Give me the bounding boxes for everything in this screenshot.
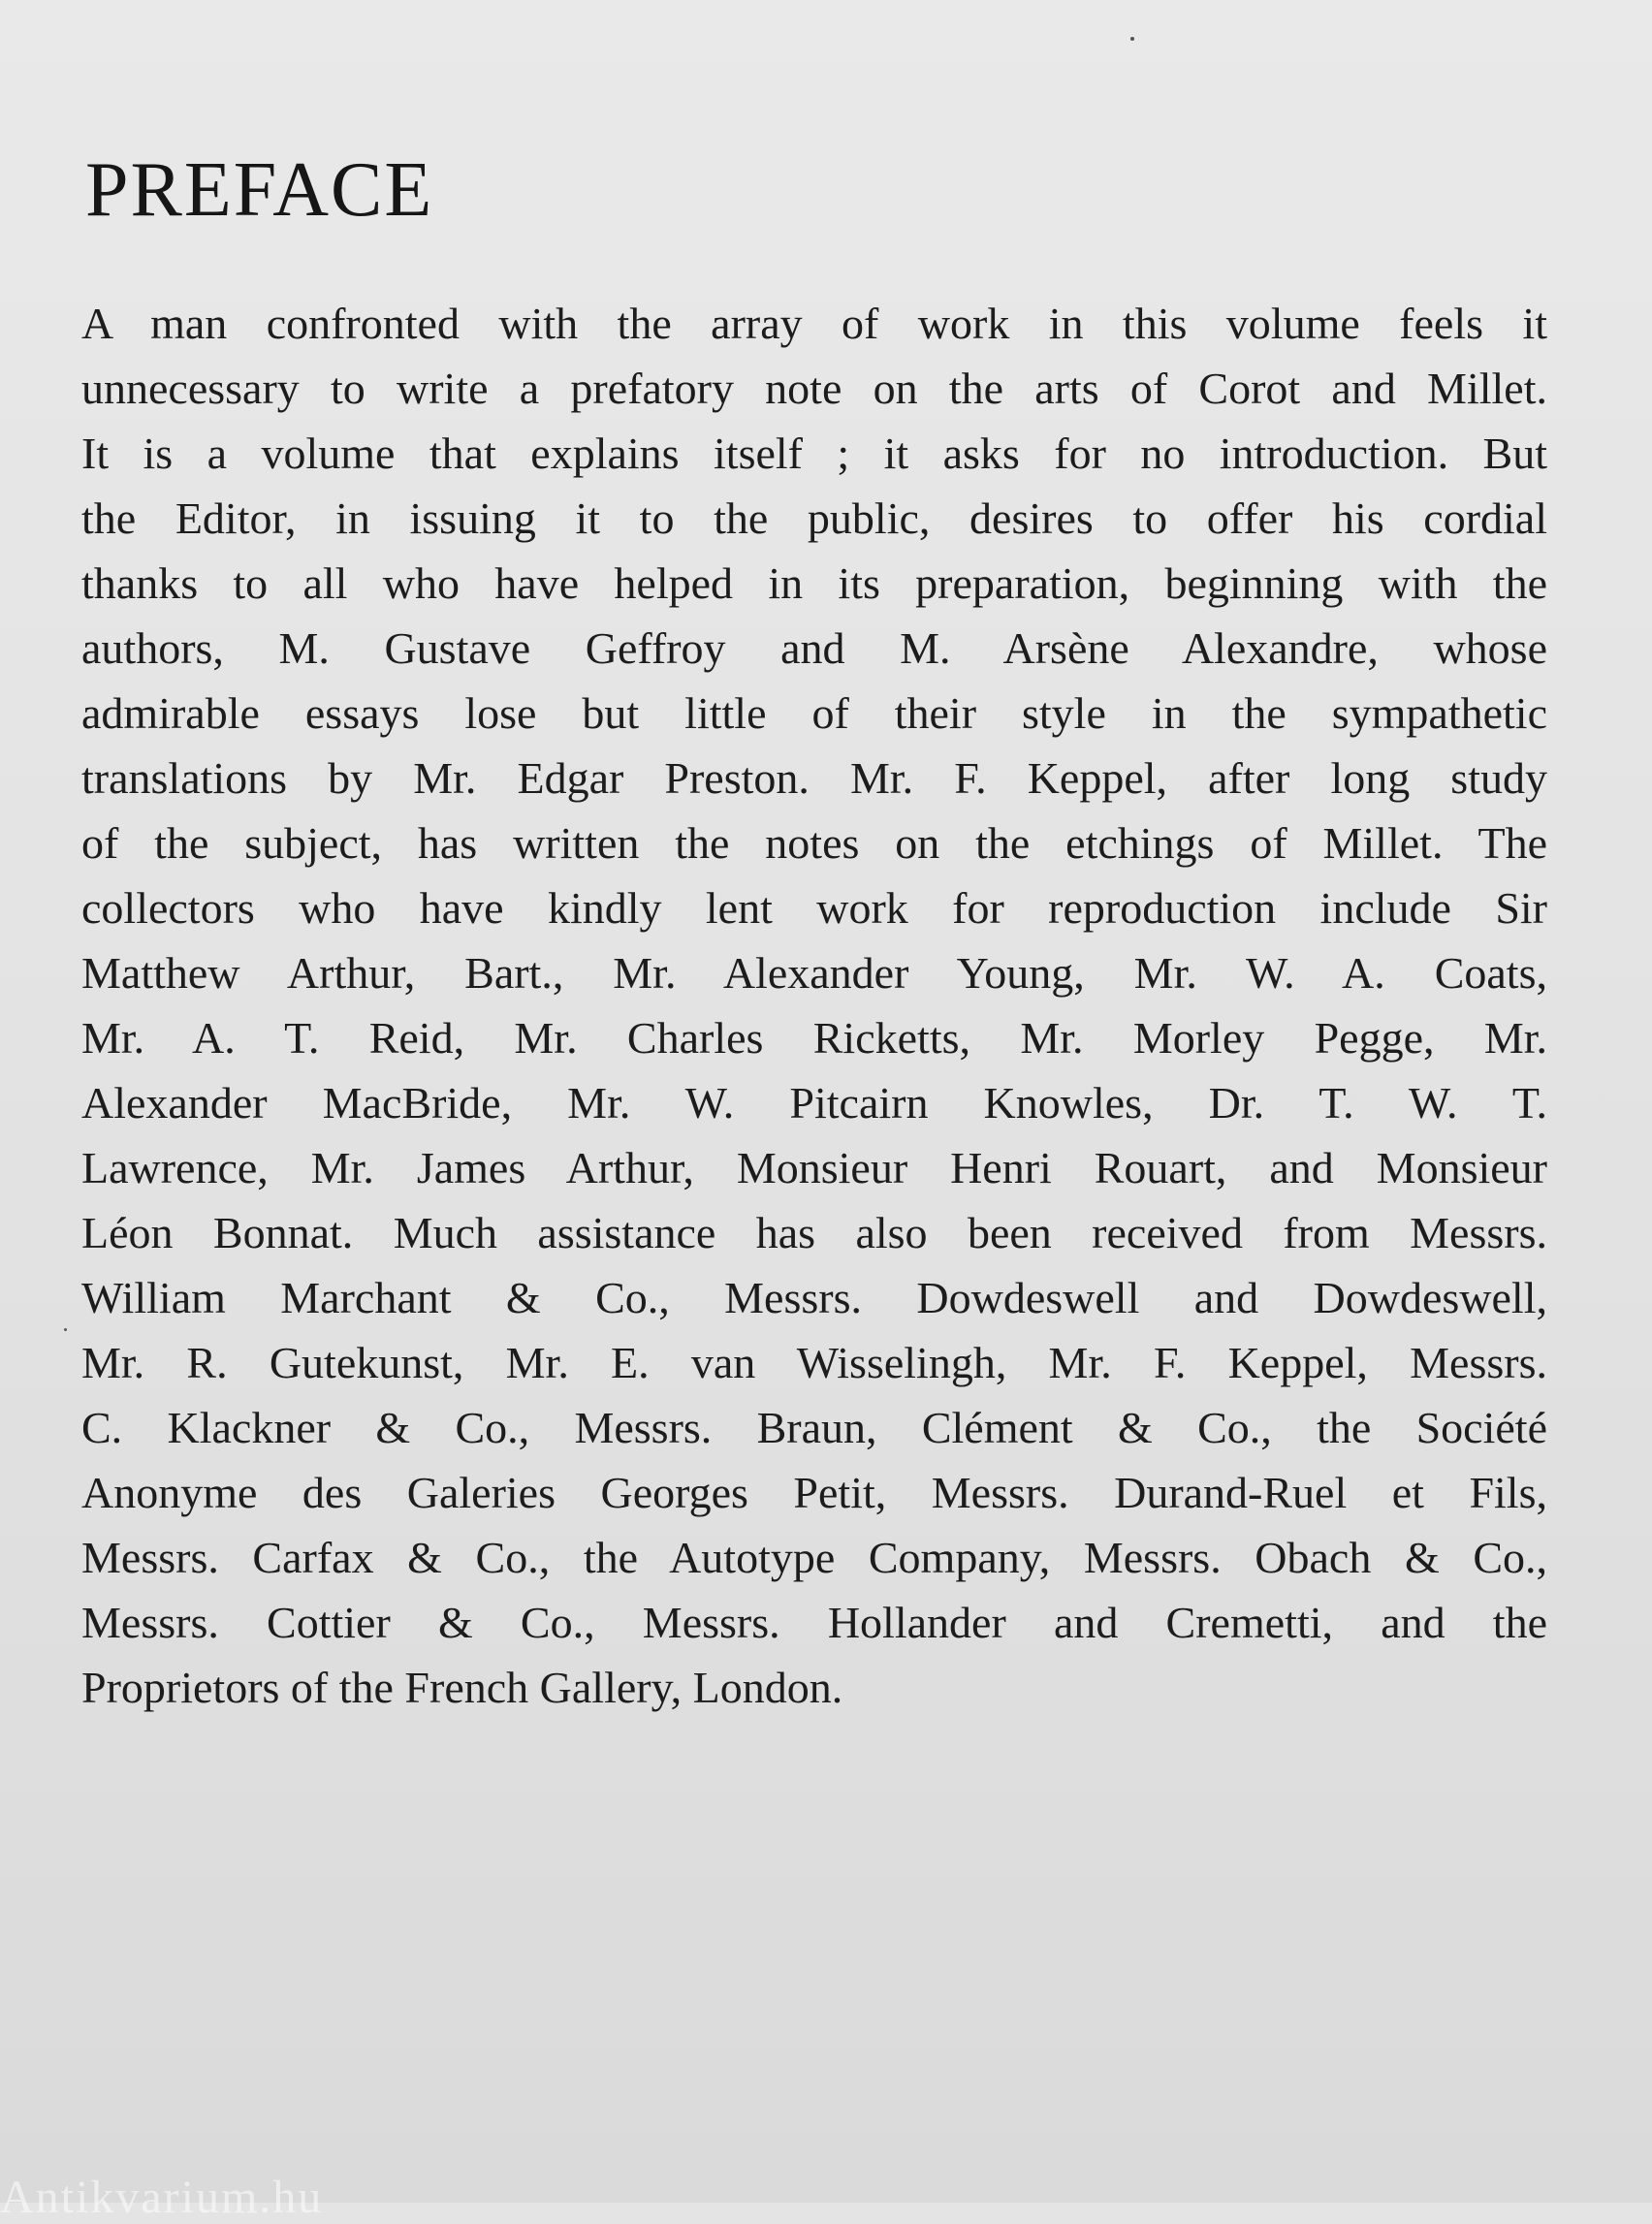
text-line: admirable essays lose but little of their style in the sympathetic [81,688,1547,738]
text-line: A man confronted with the array of work in this volume feels it [81,299,1547,348]
preface-body [81,291,1547,1720]
text-line: Anonyme des Galeries Georges Petit, Messrs. Durand-Ruel et Fils, [81,1468,1547,1517]
text-line: collectors who have kindly lent work for reproduction include Sir [81,883,1547,933]
text-line: Messrs. Carfax & Co., the Autotype Company, Messrs. Obach & Co., [81,1533,1547,1582]
text-line: Matthew Arthur, Bart., Mr. Alexander Young, Mr. W. A. Coats, [81,948,1547,998]
text-line: Mr. A. T. Reid, Mr. Charles Ricketts, Mr. Morley Pegge, Mr. [81,1013,1547,1063]
text-line: Mr. R. Gutekunst, Mr. E. van Wisselingh, Mr. F. Keppel, Messrs. [81,1338,1547,1387]
text-line: Alexander MacBride, Mr. W. Pitcairn Knowles, Dr. T. W. T. [81,1078,1547,1128]
text-line: authors, M. Gustave Geffroy and M. Arsène Alexandre, whose [81,623,1547,673]
text-line: Léon Bonnat. Much assistance has also been received from Messrs. [81,1208,1547,1257]
text-line: Proprietors of the French Gallery, London. [81,1663,843,1712]
text-line: unnecessary to write a prefatory note on the arts of Corot and Millet. [81,364,1547,413]
text-line: It is a volume that explains itself ; it asks for no introduction. But [81,429,1547,478]
page-title: PREFACE [85,147,434,233]
text-line: William Marchant & Co., Messrs. Dowdeswell and Dowdeswell, [81,1273,1547,1322]
paper-speck [64,1328,67,1331]
text-line: of the subject, has written the notes on the etchings of Millet. The [81,818,1547,868]
paper-speck [1130,37,1134,41]
text-line: the Editor, in issuing it to the public, desires to offer his cordial [81,493,1547,543]
text-line: Lawrence, Mr. James Arthur, Monsieur Henri Rouart, and Monsieur [81,1143,1547,1192]
text-line: Messrs. Cottier & Co., Messrs. Hollander and Cremetti, and the [81,1598,1547,1647]
text-line: C. Klackner & Co., Messrs. Braun, Clément & Co., the Société [81,1403,1547,1452]
watermark: Antikvarium.hu [0,2172,324,2223]
text-line: thanks to all who have helped in its preparation, beginning with the [81,558,1547,608]
text-line: translations by Mr. Edgar Preston. Mr. F. Keppel, after long study [81,753,1547,803]
